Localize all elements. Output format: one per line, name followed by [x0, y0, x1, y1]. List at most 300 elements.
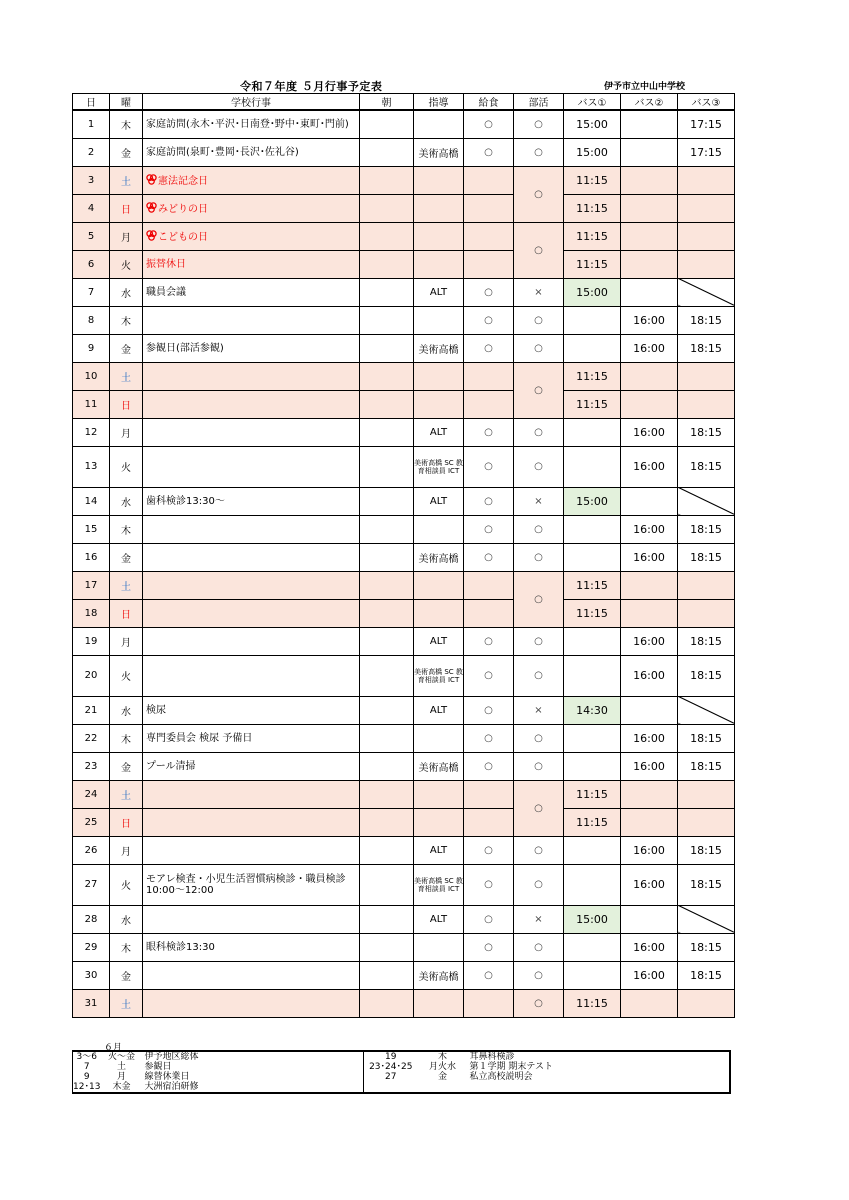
morning-cell — [360, 808, 414, 836]
june-event: 私立高校説明会 — [469, 1072, 533, 1082]
day-cell: 25 — [73, 808, 110, 836]
bus2-cell: 16:00 — [621, 864, 678, 905]
header-lunch: 給食 — [464, 94, 514, 111]
guidance-cell — [414, 194, 464, 222]
bus3-cell: 18:15 — [678, 334, 735, 362]
bus2-cell: 16:00 — [621, 627, 678, 655]
bus1-cell — [564, 543, 621, 571]
holiday-flag-icon — [146, 202, 157, 213]
morning-cell — [360, 334, 414, 362]
bus2-cell: 16:00 — [621, 418, 678, 446]
bus3-cell — [678, 599, 735, 627]
event-cell: 職員会議 — [143, 278, 360, 306]
table-row — [73, 696, 735, 724]
dow-cell: 金 — [110, 334, 143, 362]
day-cell: 13 — [73, 446, 110, 487]
guidance-cell: 美術高橋 — [414, 138, 464, 166]
guidance-cell: 美術高橋 — [414, 543, 464, 571]
bus3-cell — [678, 390, 735, 418]
morning-cell — [360, 905, 414, 933]
bus3-cell: 18:15 — [678, 446, 735, 487]
bus3-cell: 18:15 — [678, 961, 735, 989]
dow-cell: 火 — [110, 655, 143, 696]
june-date — [364, 1082, 418, 1093]
bus1-cell: 15:00 — [564, 905, 621, 933]
day-cell: 28 — [73, 905, 110, 933]
holiday-flag-icon — [146, 174, 157, 185]
header-row — [73, 94, 735, 111]
bus3-cell-none — [678, 905, 735, 933]
bus2-cell: 16:00 — [621, 655, 678, 696]
bus3-cell: 18:15 — [678, 752, 735, 780]
bus2-cell — [621, 487, 678, 515]
event-cell: 家庭訪問(永木･平沢･日南登･野中･東町･門前) — [143, 110, 360, 138]
dow-cell: 土 — [110, 571, 143, 599]
bus3-cell: 17:15 — [678, 110, 735, 138]
event-cell — [143, 166, 360, 194]
guidance-cell: ALT — [414, 418, 464, 446]
june-event: 第１学期 期末テスト — [469, 1062, 554, 1072]
day-cell: 3 — [73, 166, 110, 194]
event-cell — [143, 599, 360, 627]
morning-cell — [360, 166, 414, 194]
june-dow: 金 — [437, 1072, 447, 1082]
dow-cell: 木 — [110, 515, 143, 543]
table-row — [73, 390, 735, 418]
morning-cell — [360, 487, 414, 515]
day-cell: 30 — [73, 961, 110, 989]
dow-cell: 月 — [110, 627, 143, 655]
bus3-cell: 18:15 — [678, 836, 735, 864]
bus1-cell: 15:00 — [564, 487, 621, 515]
bus2-cell: 16:00 — [621, 446, 678, 487]
guidance-cell — [414, 599, 464, 627]
lunch-cell: ○ — [464, 418, 514, 446]
event-cell — [143, 418, 360, 446]
guidance-cell: 美術高橋 — [414, 334, 464, 362]
bus1-cell — [564, 515, 621, 543]
club-cell: ○ — [514, 933, 564, 961]
lunch-cell: ○ — [464, 836, 514, 864]
bus2-cell — [621, 250, 678, 278]
schedule-table — [72, 93, 735, 1018]
event-cell — [143, 446, 360, 487]
club-cell: ○ — [514, 724, 564, 752]
bus1-cell: 11:15 — [564, 989, 621, 1017]
june-date: 3～6 — [76, 1052, 97, 1062]
club-cell: ○ — [514, 418, 564, 446]
lunch-cell — [464, 599, 514, 627]
bus2-cell — [621, 599, 678, 627]
june-event — [468, 1082, 730, 1093]
event-cell — [143, 780, 360, 808]
june-row — [73, 1051, 730, 1062]
morning-cell — [360, 222, 414, 250]
event-cell: 家庭訪問(泉町･豊岡･長沢･佐礼谷) — [143, 138, 360, 166]
table-row — [73, 166, 735, 194]
guidance-cell — [414, 933, 464, 961]
day-cell: 20 — [73, 655, 110, 696]
guidance-cell: 美術高橋 SC 教育相談員 ICT — [414, 864, 464, 905]
guidance-cell — [414, 724, 464, 752]
dow-cell: 土 — [110, 362, 143, 390]
lunch-cell — [464, 166, 514, 194]
lunch-cell: ○ — [464, 961, 514, 989]
dow-cell: 水 — [110, 905, 143, 933]
bus3-cell: 18:15 — [678, 864, 735, 905]
bus1-cell — [564, 724, 621, 752]
lunch-cell — [464, 390, 514, 418]
guidance-cell — [414, 306, 464, 334]
bus1-cell: 11:15 — [564, 250, 621, 278]
june-dow: 木 — [437, 1052, 447, 1062]
bus2-cell — [621, 390, 678, 418]
june-label: ６月 — [104, 1043, 123, 1053]
table-row — [73, 138, 735, 166]
dow-cell: 日 — [110, 194, 143, 222]
day-cell: 7 — [73, 278, 110, 306]
bus1-cell — [564, 627, 621, 655]
bus2-cell: 16:00 — [621, 836, 678, 864]
event-cell — [143, 390, 360, 418]
morning-cell — [360, 627, 414, 655]
club-cell: × — [514, 487, 564, 515]
event-cell: モアレ検査・小児生活習慣病検診・職員検診10:00～12:00 — [143, 864, 360, 905]
club-cell: ○ — [514, 961, 564, 989]
june-event: 耳鼻科検診 — [469, 1052, 515, 1062]
morning-cell — [360, 390, 414, 418]
june-date: 27 — [364, 1072, 418, 1082]
bus2-cell — [621, 166, 678, 194]
event-cell — [143, 836, 360, 864]
bus2-cell — [621, 989, 678, 1017]
dow-cell: 土 — [110, 780, 143, 808]
june-dow: 月 — [116, 1072, 126, 1082]
lunch-cell: ○ — [464, 334, 514, 362]
club-cell: ○ — [514, 166, 564, 222]
dow-cell: 土 — [110, 989, 143, 1017]
june-schedule — [72, 1050, 731, 1094]
bus3-cell — [678, 780, 735, 808]
dow-cell: 水 — [110, 278, 143, 306]
june-dow: 木金 — [112, 1082, 131, 1092]
club-cell: ○ — [514, 655, 564, 696]
lunch-cell: ○ — [464, 864, 514, 905]
bus3-cell: 18:15 — [678, 515, 735, 543]
bus1-cell: 15:00 — [564, 278, 621, 306]
bus2-cell — [621, 278, 678, 306]
bus1-cell: 11:15 — [564, 808, 621, 836]
day-cell: 24 — [73, 780, 110, 808]
table-row — [73, 334, 735, 362]
june-event: 線替休業日 — [144, 1072, 190, 1082]
morning-cell — [360, 655, 414, 696]
bus2-cell: 16:00 — [621, 724, 678, 752]
dow-cell: 金 — [110, 961, 143, 989]
lunch-cell: ○ — [464, 724, 514, 752]
lunch-cell: ○ — [464, 138, 514, 166]
table-row — [73, 905, 735, 933]
club-cell: × — [514, 278, 564, 306]
bus3-cell: 18:15 — [678, 933, 735, 961]
lunch-cell: ○ — [464, 110, 514, 138]
morning-cell — [360, 446, 414, 487]
bus1-cell: 11:15 — [564, 571, 621, 599]
club-cell: ○ — [514, 446, 564, 487]
table-row — [73, 515, 735, 543]
lunch-cell — [464, 362, 514, 390]
table-row — [73, 627, 735, 655]
june-event: 大洲宿泊研修 — [144, 1082, 199, 1092]
morning-cell — [360, 724, 414, 752]
table-row — [73, 278, 735, 306]
guidance-cell — [414, 222, 464, 250]
event-cell: 参観日(部活参観) — [143, 334, 360, 362]
event-cell — [143, 655, 360, 696]
bus2-cell — [621, 138, 678, 166]
day-cell: 21 — [73, 696, 110, 724]
day-cell: 23 — [73, 752, 110, 780]
event-cell — [143, 961, 360, 989]
club-cell: ○ — [514, 752, 564, 780]
june-event: 伊予地区総体 — [144, 1052, 199, 1062]
lunch-cell: ○ — [464, 696, 514, 724]
club-cell: ○ — [514, 334, 564, 362]
lunch-cell: ○ — [464, 543, 514, 571]
bus2-cell — [621, 194, 678, 222]
lunch-cell: ○ — [464, 515, 514, 543]
bus2-cell — [621, 110, 678, 138]
bus3-cell — [678, 166, 735, 194]
bus3-cell — [678, 222, 735, 250]
morning-cell — [360, 138, 414, 166]
morning-cell — [360, 362, 414, 390]
morning-cell — [360, 110, 414, 138]
morning-cell — [360, 278, 414, 306]
june-date: 7 — [83, 1062, 90, 1072]
table-row — [73, 418, 735, 446]
guidance-cell: 美術高橋 SC 教育相談員 ICT — [414, 446, 464, 487]
day-cell: 5 — [73, 222, 110, 250]
guidance-cell: ALT — [414, 487, 464, 515]
morning-cell — [360, 864, 414, 905]
bus1-cell — [564, 864, 621, 905]
bus1-cell — [564, 306, 621, 334]
day-cell: 11 — [73, 390, 110, 418]
day-cell: 12 — [73, 418, 110, 446]
dow-cell: 火 — [110, 864, 143, 905]
event-cell: 検尿 — [143, 696, 360, 724]
lunch-cell: ○ — [464, 487, 514, 515]
event-cell: プール清掃 — [143, 752, 360, 780]
lunch-cell: ○ — [464, 278, 514, 306]
event-cell: 振替休日 — [143, 250, 360, 278]
bus2-cell — [621, 696, 678, 724]
guidance-cell — [414, 390, 464, 418]
morning-cell — [360, 836, 414, 864]
header-bus2: バス② — [621, 94, 678, 111]
june-row — [73, 1082, 730, 1093]
morning-cell — [360, 543, 414, 571]
lunch-cell: ○ — [464, 905, 514, 933]
morning-cell — [360, 961, 414, 989]
table-row — [73, 446, 735, 487]
table-row — [73, 655, 735, 696]
lunch-cell — [464, 571, 514, 599]
club-cell: ○ — [514, 989, 564, 1017]
club-cell: ○ — [514, 138, 564, 166]
club-cell: ○ — [514, 222, 564, 278]
table-row — [73, 808, 735, 836]
day-cell: 10 — [73, 362, 110, 390]
club-cell: ○ — [514, 362, 564, 418]
june-row — [73, 1072, 730, 1082]
day-cell: 6 — [73, 250, 110, 278]
bus3-cell: 18:15 — [678, 543, 735, 571]
day-cell: 17 — [73, 571, 110, 599]
table-row — [73, 543, 735, 571]
june-date: 9 — [83, 1072, 90, 1082]
bus3-cell: 18:15 — [678, 306, 735, 334]
lunch-cell — [464, 780, 514, 808]
lunch-cell: ○ — [464, 306, 514, 334]
bus1-cell — [564, 334, 621, 362]
event-cell — [143, 808, 360, 836]
june-dow: 月火水 — [428, 1062, 456, 1072]
table-row — [73, 571, 735, 599]
june-date: 12･13 — [73, 1082, 101, 1092]
bus3-cell: 18:15 — [678, 627, 735, 655]
guidance-cell — [414, 808, 464, 836]
holiday-flag-icon — [146, 230, 157, 241]
day-cell: 15 — [73, 515, 110, 543]
bus3-cell — [678, 250, 735, 278]
bus1-cell — [564, 655, 621, 696]
dow-cell: 水 — [110, 696, 143, 724]
bus3-cell — [678, 808, 735, 836]
club-cell: ○ — [514, 780, 564, 836]
bus2-cell — [621, 571, 678, 599]
dow-cell: 木 — [110, 933, 143, 961]
dow-cell: 金 — [110, 752, 143, 780]
event-cell — [143, 194, 360, 222]
bus2-cell: 16:00 — [621, 543, 678, 571]
morning-cell — [360, 933, 414, 961]
bus3-cell: 18:15 — [678, 418, 735, 446]
june-dow — [418, 1082, 468, 1093]
event-cell: 眼科検診13:30 — [143, 933, 360, 961]
june-date: 23･24･25 — [364, 1062, 418, 1072]
bus3-cell: 17:15 — [678, 138, 735, 166]
bus1-cell: 14:30 — [564, 696, 621, 724]
dow-cell: 木 — [110, 724, 143, 752]
guidance-cell: 美術高橋 SC 教育相談員 ICT — [414, 655, 464, 696]
table-row — [73, 599, 735, 627]
june-date: 19 — [364, 1051, 418, 1062]
bus2-cell — [621, 222, 678, 250]
dow-cell: 水 — [110, 487, 143, 515]
bus3-cell-none — [678, 487, 735, 515]
morning-cell — [360, 780, 414, 808]
table-row — [73, 724, 735, 752]
club-cell: ○ — [514, 836, 564, 864]
morning-cell — [360, 515, 414, 543]
header-club: 部活 — [514, 94, 564, 111]
club-cell: ○ — [514, 110, 564, 138]
guidance-cell — [414, 989, 464, 1017]
table-row — [73, 989, 735, 1017]
table-row — [73, 933, 735, 961]
event-cell — [143, 905, 360, 933]
club-cell: ○ — [514, 571, 564, 627]
day-cell: 14 — [73, 487, 110, 515]
event-cell: 歯科検診13:30～ — [143, 487, 360, 515]
morning-cell — [360, 571, 414, 599]
event-text: 憲法記念日 — [158, 175, 208, 187]
table-row — [73, 780, 735, 808]
dow-cell: 土 — [110, 166, 143, 194]
dow-cell: 日 — [110, 808, 143, 836]
day-cell: 2 — [73, 138, 110, 166]
morning-cell — [360, 696, 414, 724]
dow-cell: 日 — [110, 599, 143, 627]
day-cell: 27 — [73, 864, 110, 905]
event-cell — [143, 362, 360, 390]
table-row — [73, 752, 735, 780]
lunch-cell — [464, 222, 514, 250]
guidance-cell: 美術高橋 — [414, 961, 464, 989]
bus1-cell: 11:15 — [564, 390, 621, 418]
bus1-cell: 15:00 — [564, 138, 621, 166]
header-dow: 曜 — [110, 94, 143, 111]
bus2-cell — [621, 780, 678, 808]
event-cell — [143, 627, 360, 655]
table-row — [73, 194, 735, 222]
lunch-cell — [464, 250, 514, 278]
guidance-cell — [414, 515, 464, 543]
dow-cell: 月 — [110, 222, 143, 250]
club-cell: × — [514, 905, 564, 933]
header-day: 日 — [73, 94, 110, 111]
bus3-cell: 18:15 — [678, 724, 735, 752]
club-cell: ○ — [514, 864, 564, 905]
schedule-body — [73, 110, 735, 1017]
guidance-cell: ALT — [414, 627, 464, 655]
bus2-cell: 16:00 — [621, 334, 678, 362]
bus3-cell — [678, 194, 735, 222]
table-row — [73, 864, 735, 905]
table-row — [73, 222, 735, 250]
lunch-cell: ○ — [464, 655, 514, 696]
bus1-cell — [564, 446, 621, 487]
bus1-cell: 11:15 — [564, 222, 621, 250]
event-cell — [143, 989, 360, 1017]
guidance-cell — [414, 166, 464, 194]
header-bus3: バス③ — [678, 94, 735, 111]
dow-cell: 月 — [110, 418, 143, 446]
dow-cell: 火 — [110, 250, 143, 278]
table-row — [73, 961, 735, 989]
table-row — [73, 487, 735, 515]
bus3-cell-none — [678, 278, 735, 306]
bus1-cell — [564, 752, 621, 780]
bus2-cell: 16:00 — [621, 306, 678, 334]
bus1-cell: 11:15 — [564, 362, 621, 390]
dow-cell: 木 — [110, 306, 143, 334]
guidance-cell: ALT — [414, 905, 464, 933]
club-cell: × — [514, 696, 564, 724]
bus1-cell: 11:15 — [564, 780, 621, 808]
